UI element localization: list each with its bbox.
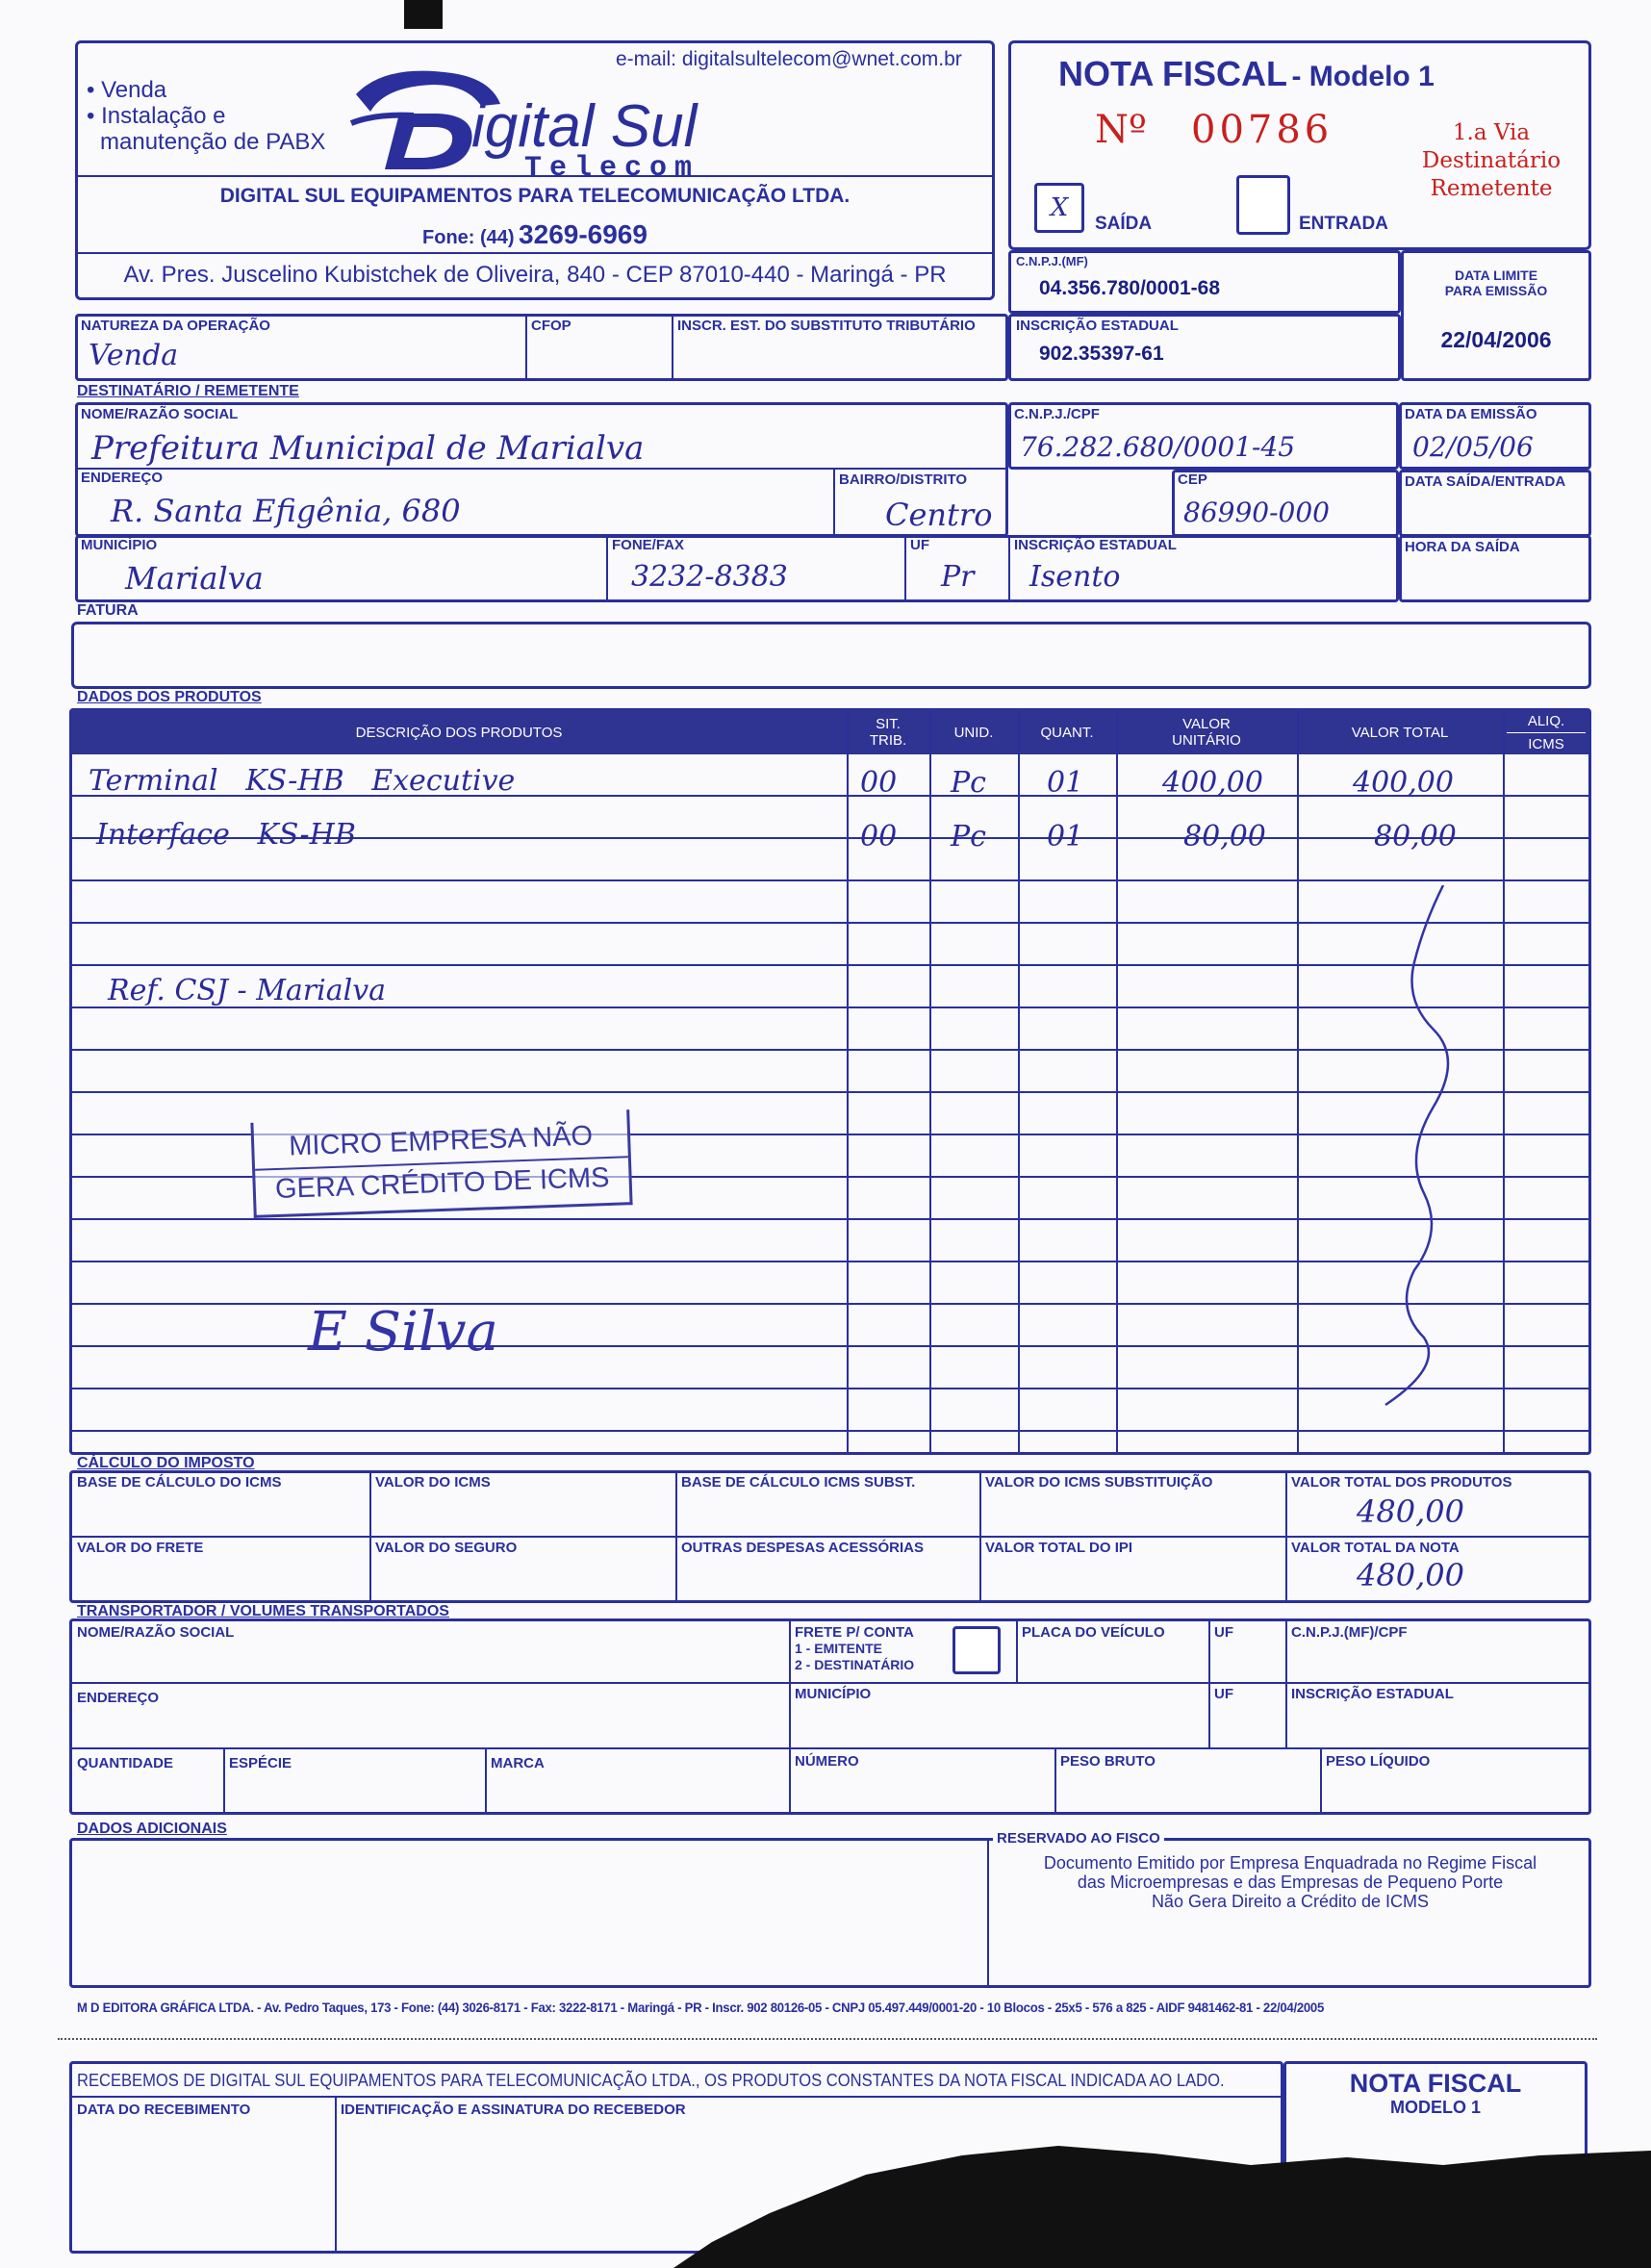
saida-checkbox[interactable]: [1034, 183, 1084, 233]
imp-v-1: [369, 1472, 371, 1601]
base-subst-label: BASE DE CÁLCULO ICMS SUBST.: [681, 1474, 916, 1491]
cnpj-emitente: 04.356.780/0001-68: [1039, 277, 1221, 299]
ie-label: INSCRIÇÃO ESTADUAL: [1016, 318, 1179, 334]
imp-v-3: [979, 1472, 981, 1601]
cep-label: CEP: [1178, 471, 1207, 488]
grid-row-line: [71, 1091, 1589, 1093]
imp-v-2: [675, 1472, 677, 1601]
endereco-label: ENDEREÇO: [81, 470, 164, 486]
frete-conta-label: FRETE P/ CONTA 1 - EMITENTE 2 - DESTINATÁRIO: [795, 1624, 915, 1672]
transportador-section: TRANSPORTADOR / VOLUMES TRANSPORTADOS: [77, 1603, 449, 1619]
item-2-quant[interactable]: 01: [1047, 820, 1084, 854]
item-1-descricao[interactable]: Terminal KS-HB Executive: [89, 764, 516, 798]
bullet-instalacao: • Instalação e: [87, 103, 226, 129]
data-emissao-value[interactable]: 02/05/06: [1412, 431, 1534, 463]
hdr-aliq-divider: [1507, 732, 1586, 733]
transp-endereco-label: ENDEREÇO: [77, 1690, 160, 1706]
ipi-label: VALOR TOTAL DO IPI: [985, 1540, 1133, 1556]
quantidade-label: QUANTIDADE: [77, 1755, 173, 1771]
valor-icms-label: VALOR DO ICMS: [375, 1474, 491, 1491]
canhoto-nf-title: NOTA FISCAL: [1349, 2069, 1522, 2098]
imposto-section: CÁLCULO DO IMPOSTO: [77, 1455, 255, 1471]
recebemos-text: RECEBEMOS DE DIGITAL SUL EQUIPAMENTOS PARA TELECOMUNICAÇÃO LTDA., OS PRODUTOS CONSTANTES DA NOTA FISCAL INDICADA AO LADO.: [77, 2071, 1225, 2090]
transp-h-2: [71, 1747, 1589, 1749]
hdr-aliq: ALIQ.: [1527, 712, 1565, 729]
grid-row-line: [71, 1388, 1589, 1389]
adicionais-section: DADOS ADICIONAIS: [77, 1821, 227, 1837]
transp-v-placa: [1016, 1620, 1018, 1682]
transp-v-marca: [485, 1749, 487, 1813]
numero-label: NÚMERO: [795, 1753, 859, 1770]
item-1-total[interactable]: 400,00: [1353, 766, 1454, 800]
identificacao-label: IDENTIFICAÇÃO E ASSINATURA DO RECEBEDOR: [341, 2102, 686, 2118]
transp-uf2-label: UF: [1214, 1686, 1233, 1702]
regime-fiscal-text: Documento Emitido por Empresa Enquadrada no Regime Fiscal das Microempresas e das Empresas de Pequeno Porte Não Gera Direito a Crédito de ICMS: [1043, 1853, 1537, 1911]
item-2-descricao[interactable]: Interface KS-HB: [96, 818, 356, 852]
cep-value[interactable]: 86990-000: [1183, 497, 1330, 528]
endereco-value[interactable]: R. Santa Efigênia, 680: [111, 493, 461, 529]
grid-col-line: [1503, 710, 1505, 1453]
company-address: Av. Pres. Juscelino Kubistchek de Oliveira, 840 - CEP 87010-440 - Maringá - PR: [123, 262, 947, 288]
bairro-value[interactable]: Centro: [885, 497, 993, 533]
dest-ie-value[interactable]: Isento: [1029, 560, 1121, 594]
total-nota-value[interactable]: 480,00: [1357, 1557, 1464, 1593]
email: e-mail: digitalsultelecom@wnet.com.br: [616, 48, 962, 70]
municipio-value[interactable]: Marialva: [125, 560, 264, 597]
cnpj-label: C.N.P.J.(MF): [1016, 254, 1088, 268]
hdr-icms: ICMS: [1528, 735, 1564, 752]
stamp-line-2: GERA CRÉDITO DE ICMS: [274, 1161, 610, 1206]
nota-numero: 00786: [1191, 108, 1334, 152]
data-saida-label: DATA SAÍDA/ENTRADA: [1405, 473, 1566, 490]
grid-col-line: [1018, 710, 1020, 1453]
especie-label: ESPÉCIE: [229, 1755, 292, 1771]
imp-v-4: [1285, 1472, 1287, 1601]
item-1-quant[interactable]: 01: [1047, 766, 1084, 800]
total-produtos-value[interactable]: 480,00: [1357, 1493, 1464, 1530]
grid-row-line: [71, 1049, 1589, 1051]
fone-label: FONE/FAX: [612, 537, 685, 553]
bracket-squiggle: [1366, 885, 1472, 1424]
grid-row-line: [71, 1303, 1589, 1305]
data-recebimento-label: DATA DO RECEBIMENTO: [77, 2102, 251, 2118]
outras-label: OUTRAS DESPESAS ACESSÓRIAS: [681, 1540, 924, 1556]
saida-label: SAÍDA: [1095, 214, 1153, 234]
transp-uf-label: UF: [1214, 1624, 1233, 1641]
via-remetente: Remetente: [1430, 176, 1553, 201]
logo-sub-text: Telecom: [524, 152, 700, 185]
dest-line-1: [77, 468, 1006, 470]
transp-v-liq: [1320, 1749, 1322, 1813]
data-limite-label: DATA LIMITE PARA EMISSÃO: [1444, 268, 1548, 298]
mun-v-1: [606, 537, 608, 600]
transp-cnpj-label: C.N.P.J.(MF)/CPF: [1291, 1624, 1408, 1641]
signature: E Silva: [308, 1301, 498, 1363]
canhoto-nf-modelo: MODELO 1: [1389, 2098, 1481, 2117]
header-divider-2: [77, 252, 993, 254]
placa-label: PLACA DO VEÍCULO: [1022, 1624, 1165, 1641]
mun-v-3: [1008, 537, 1010, 600]
reservado-fisco-label: RESERVADO AO FISCO: [993, 1830, 1164, 1847]
nota-title: NOTA FISCAL - Modelo 1: [1058, 54, 1435, 93]
dest-cnpj-label: C.N.P.J./CPF: [1014, 406, 1100, 422]
hdr-quant: QUANT.: [1040, 724, 1094, 741]
natureza-value[interactable]: Venda: [89, 339, 179, 372]
data-emissao-label: DATA DA EMISSÃO: [1405, 406, 1537, 422]
grid-col-line: [847, 710, 849, 1453]
peso-bruto-label: PESO BRUTO: [1060, 1753, 1156, 1770]
fone-value[interactable]: 3232-8383: [631, 560, 788, 594]
bairro-label: BAIRRO/DISTRITO: [839, 471, 968, 488]
uf-value[interactable]: Pr: [941, 560, 975, 594]
stamp-line-1: MICRO EMPRESA NÃO: [288, 1120, 594, 1162]
hdr-descricao: DESCRIÇÃO DOS PRODUTOS: [355, 724, 563, 741]
company-name: DIGITAL SUL EQUIPAMENTOS PARA TELECOMUNICAÇÃO LTDA.: [219, 185, 851, 207]
seguro-label: VALOR DO SEGURO: [375, 1540, 518, 1556]
frete-checkbox[interactable]: [952, 1626, 1001, 1674]
nota-numero-label: Nº: [1095, 108, 1147, 152]
transp-v-cnpj: [1285, 1620, 1287, 1747]
transp-h-1: [71, 1682, 1589, 1684]
perforation-line: [58, 2038, 1597, 2040]
ref-note[interactable]: Ref. CSJ - Marialva: [108, 974, 387, 1007]
transp-nome-label: NOME/RAZÃO SOCIAL: [77, 1624, 235, 1641]
grid-row-line: [71, 1430, 1589, 1432]
frete-label: VALOR DO FRETE: [77, 1540, 204, 1556]
fatura-box: [71, 622, 1591, 689]
dest-v-bairro: [833, 470, 835, 535]
item-2-total[interactable]: 80,00: [1374, 820, 1457, 854]
dest-cnpj-value[interactable]: 76.282.680/0001-45: [1020, 431, 1296, 463]
item-1-unit[interactable]: 400,00: [1162, 766, 1263, 800]
fatura-label: FATURA: [77, 602, 139, 619]
hora-saida-label: HORA DA SAÍDA: [1405, 539, 1520, 555]
transp-v-frete: [789, 1620, 791, 1747]
transp-municipio-label: MUNICÍPIO: [795, 1686, 872, 1702]
bullet-manutencao: manutenção de PABX: [100, 129, 326, 155]
peso-liquido-label: PESO LÍQUIDO: [1326, 1753, 1431, 1770]
cfop-label: CFOP: [531, 318, 572, 334]
item-1-sit[interactable]: 00: [860, 766, 898, 800]
destinatario-section: DESTINATÁRIO / REMETENTE: [77, 383, 299, 399]
logo-main-text: igital Sul: [471, 93, 698, 160]
grid-row-line: [71, 879, 1589, 881]
op-divider-1: [525, 316, 527, 379]
grid-row-line: [71, 1218, 1589, 1220]
transp-v-uf: [1208, 1620, 1210, 1747]
base-icms-label: BASE DE CÁLCULO DO ICMS: [77, 1474, 282, 1491]
grid-col-line: [929, 710, 931, 1453]
hdr-unid: UNID.: [953, 724, 994, 741]
entrada-checkbox[interactable]: [1236, 175, 1290, 235]
grid-row-line: [71, 1261, 1589, 1262]
transp-v-esp: [223, 1749, 225, 1813]
company-phone: Fone: (44) 3269-6969: [422, 219, 648, 249]
entrada-label: ENTRADA: [1299, 214, 1388, 234]
item-1-unid[interactable]: Pc: [951, 766, 986, 800]
hdr-valor-total: VALOR TOTAL: [1351, 724, 1449, 741]
bullet-venda: • Venda: [87, 77, 167, 103]
natureza-label: NATUREZA DA OPERAÇÃO: [81, 318, 270, 334]
torn-edge: [0, 2098, 1651, 2268]
nome-value[interactable]: Prefeitura Municipal de Marialva: [91, 429, 645, 468]
saida-mark: X: [1050, 193, 1069, 222]
item-2-unit[interactable]: 80,00: [1183, 820, 1266, 854]
hdr-sit-trib: SIT. TRIB.: [869, 716, 907, 749]
dest-ie-label: INSCRIÇÃO ESTADUAL: [1014, 537, 1177, 553]
nome-label: NOME/RAZÃO SOCIAL: [81, 406, 239, 422]
total-nota-label: VALOR TOTAL DA NOTA: [1291, 1540, 1460, 1556]
data-limite: 22/04/2006: [1440, 327, 1552, 352]
uf-label: UF: [910, 537, 929, 553]
bullet-list: [87, 77, 325, 155]
total-produtos-label: VALOR TOTAL DOS PRODUTOS: [1291, 1474, 1512, 1491]
micro-empresa-stamp: [250, 1109, 632, 1218]
via-label: [1400, 119, 1583, 203]
ie-emitente: 902.35397-61: [1039, 343, 1164, 365]
via-destinatario: Destinatário: [1421, 148, 1562, 173]
item-2-sit[interactable]: 00: [860, 820, 898, 854]
item-2-unid[interactable]: Pc: [951, 820, 986, 854]
adic-divider: [987, 1840, 989, 1986]
mun-v-2: [904, 537, 906, 600]
transp-v-bruto: [1054, 1749, 1056, 1813]
imposto-hline: [71, 1536, 1589, 1538]
marca-label: MARCA: [491, 1755, 545, 1771]
grafica-footer: M D EDITORA GRÁFICA LTDA. - Av. Pedro Taques, 173 - Fone: (44) 3026-8171 - Fax: 3222-8171 - Maringá - PR - Inscr. 902 80126-05 - CNPJ 05.497.449/0001-20 - 10 Blocos - 25x5 - 576 a 825 - AIDF 9481462-81 - 22/04/2005: [77, 2000, 1324, 2015]
produtos-section: DADOS DOS PRODUTOS: [77, 689, 262, 705]
grid-row-line: [71, 922, 1589, 924]
grid-col-line: [1116, 710, 1118, 1453]
op-divider-2: [672, 316, 673, 379]
valor-subst-label: VALOR DO ICMS SUBSTITUIÇÃO: [985, 1474, 1213, 1491]
transp-ie-label: INSCRIÇÃO ESTADUAL: [1291, 1686, 1454, 1702]
binder-hole-top: [404, 0, 443, 29]
inscr-subst-label: INSCR. EST. DO SUBSTITUTO TRIBUTÁRIO: [677, 318, 976, 334]
via-text: 1.a Via: [1452, 120, 1531, 145]
transp-v-num: [789, 1749, 791, 1813]
municipio-label: MUNICÍPIO: [81, 537, 158, 553]
grid-col-line: [1297, 710, 1299, 1453]
grid-row-line: [71, 1345, 1589, 1347]
grid-row-line: [71, 964, 1589, 966]
hdr-valor-unit: VALOR UNITÁRIO: [1172, 716, 1241, 749]
